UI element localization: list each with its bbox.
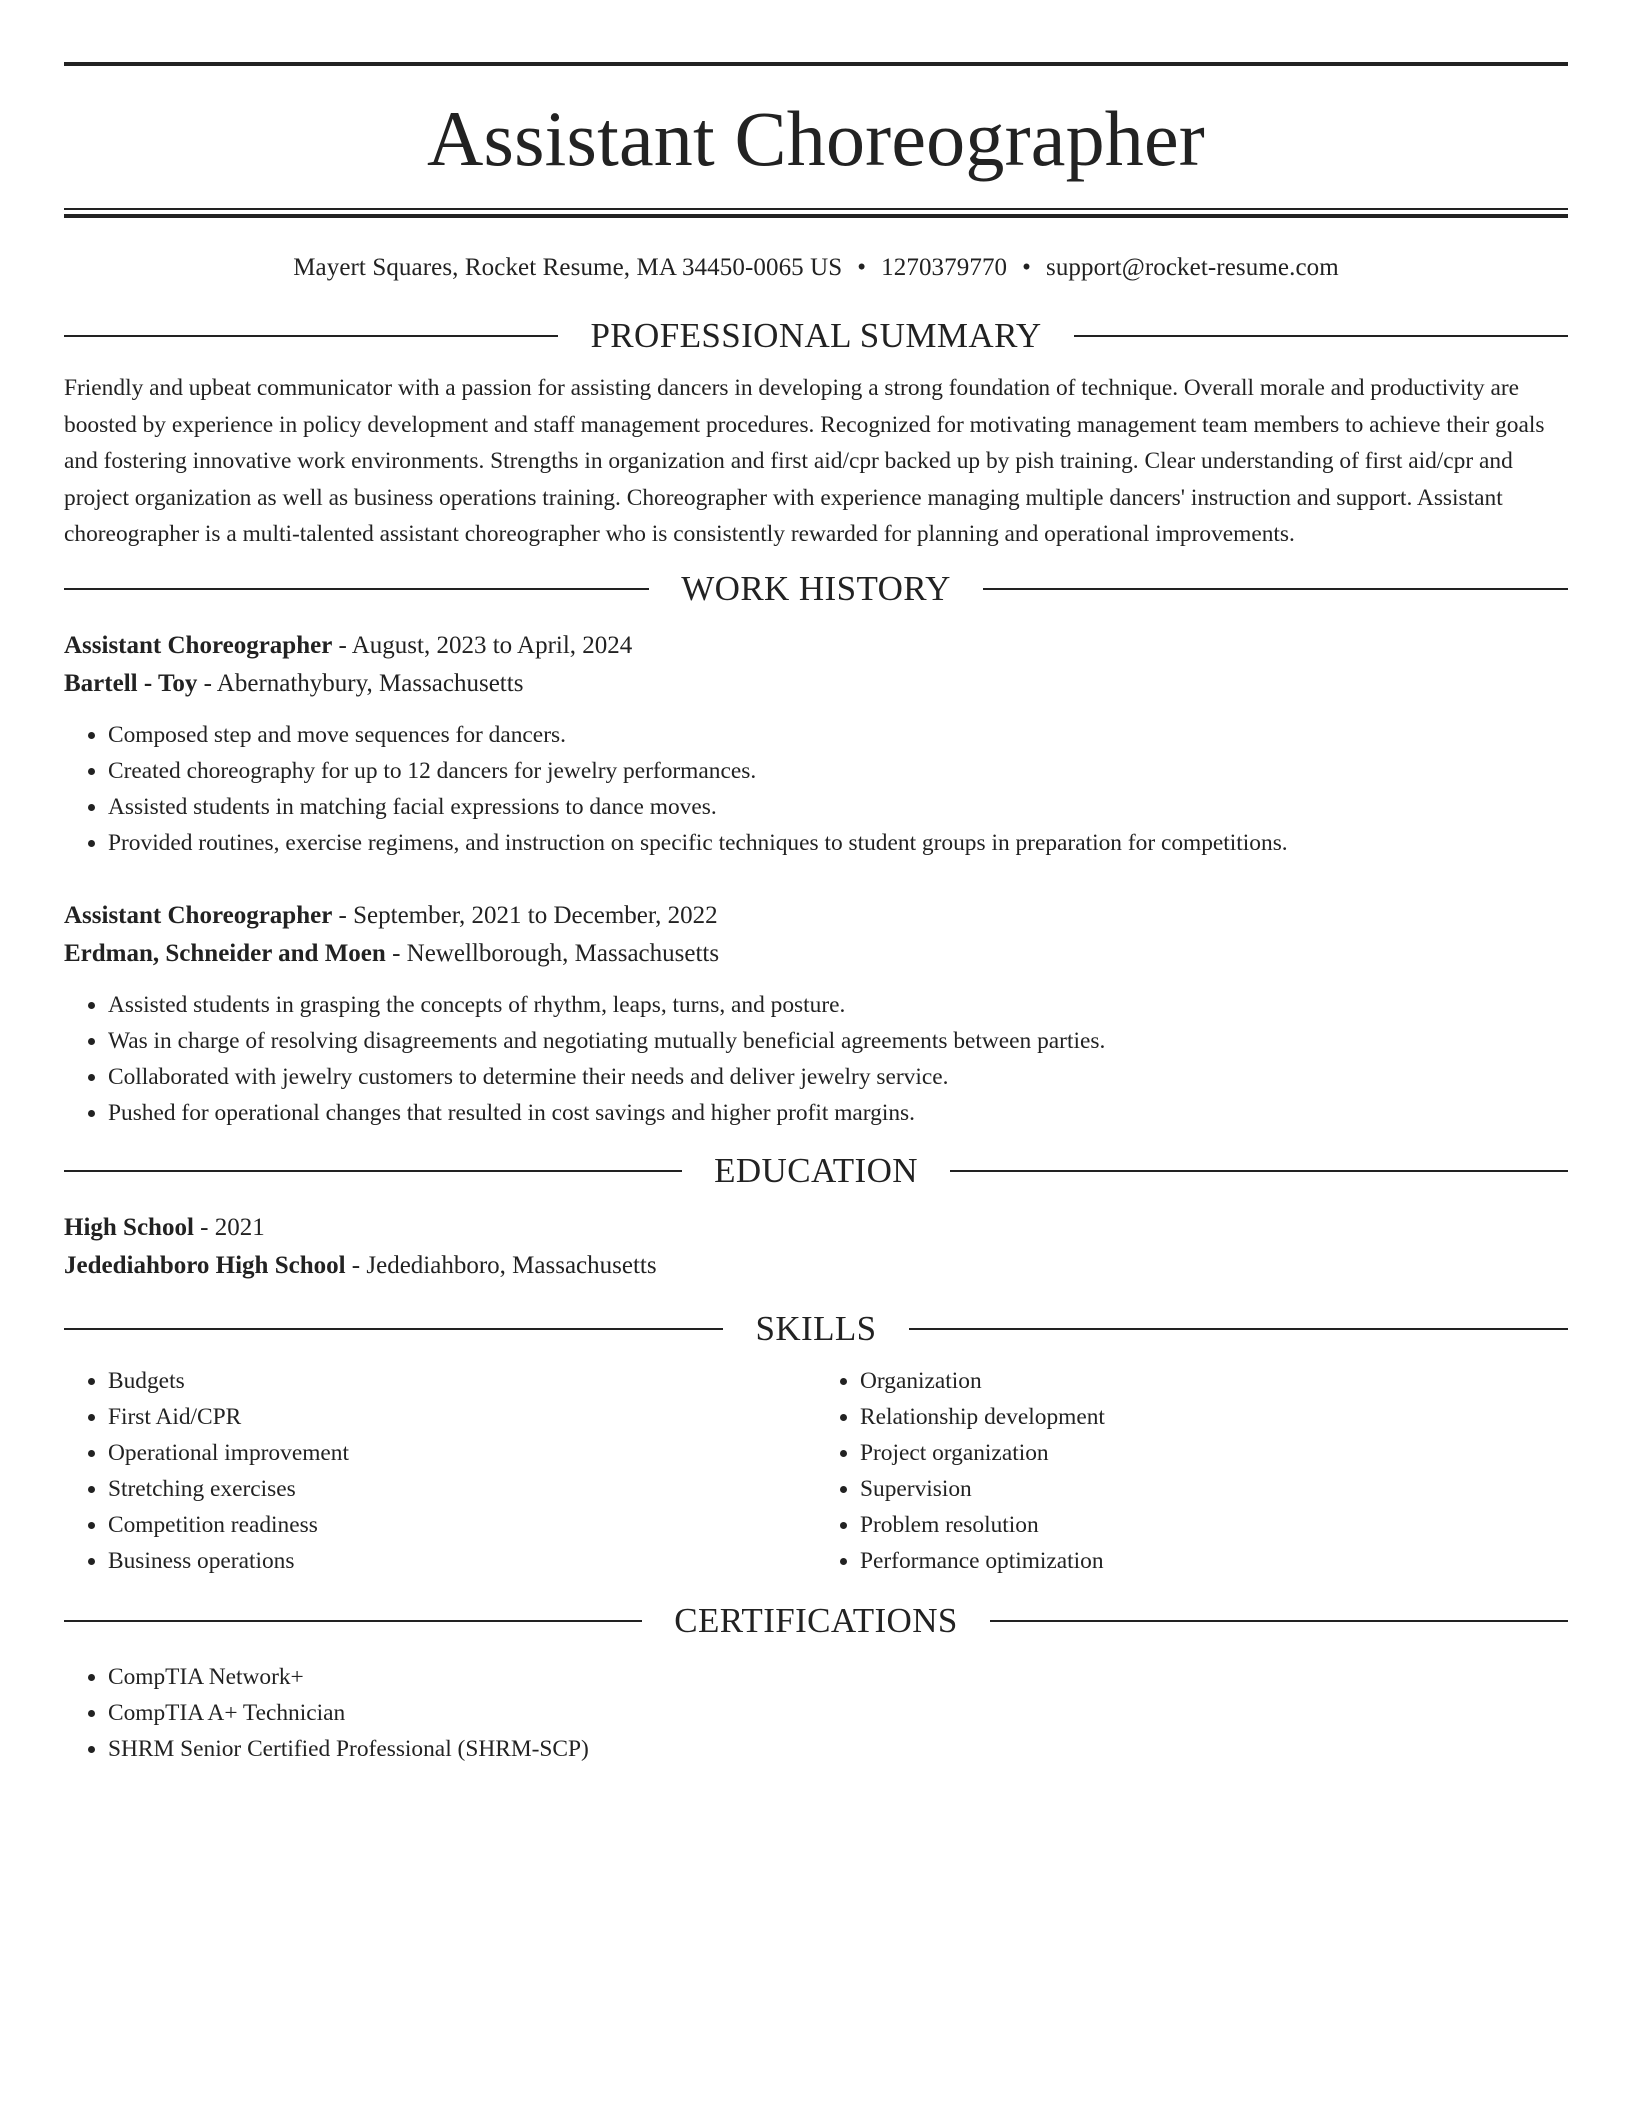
list-item: • Business operations	[108, 1543, 816, 1579]
list-item: • Stretching exercises	[108, 1471, 816, 1507]
contact-separator: •	[857, 254, 867, 281]
education-degree: High School	[64, 1213, 194, 1241]
job-employer: Bartell - Toy	[64, 669, 198, 697]
heading-rule-right	[950, 1170, 1568, 1172]
job-dates: - September, 2021 to December, 2022	[332, 901, 718, 929]
heading-rule-right	[909, 1328, 1568, 1330]
list-item: • Organization	[860, 1363, 1568, 1399]
education-entry	[64, 1209, 1568, 1285]
skills-column-left	[64, 1363, 816, 1579]
header-double-rule	[64, 208, 1568, 218]
heading-rule-left	[64, 1170, 682, 1172]
heading-rule-left	[64, 1620, 642, 1622]
job-title: Assistant Choreographer	[64, 901, 333, 929]
job-duties	[64, 717, 1568, 861]
heading-rule-right	[990, 1620, 1568, 1622]
job-title-line	[64, 897, 1568, 935]
list-item: • CompTIA A+ Technician	[108, 1695, 1568, 1731]
list-item: • First Aid/CPR	[108, 1399, 816, 1435]
list-item: • Budgets	[108, 1363, 816, 1399]
certifications-list	[64, 1659, 1568, 1767]
list-item: • Operational improvement	[108, 1435, 816, 1471]
header-top-rule	[64, 62, 1568, 66]
contact-email: support@rocket-resume.com	[1046, 254, 1339, 281]
contact-separator: •	[1022, 254, 1031, 281]
section-heading-summary	[64, 312, 1568, 360]
skills-column-right	[816, 1363, 1568, 1579]
section-heading-certifications	[64, 1597, 1568, 1645]
list-item: • Collaborated with jewelry customers to determine their needs and deliver jewelry service.	[108, 1059, 1568, 1095]
heading-rule-left	[64, 588, 649, 590]
job-entry	[64, 897, 1568, 1131]
job-dates: - August, 2023 to April, 2024	[332, 631, 633, 659]
job-employer: Erdman, Schneider and Moen	[64, 939, 386, 967]
section-heading-skills	[64, 1305, 1568, 1353]
section-title: CERTIFICATIONS	[674, 1600, 958, 1640]
heading-rule-right	[983, 588, 1568, 590]
list-item: • Composed step and move sequences for dancers.	[108, 717, 1568, 753]
work-history	[64, 627, 1568, 1131]
skills-list	[64, 1363, 1568, 1579]
list-item: • Performance optimization	[860, 1543, 1568, 1579]
education-school-line	[64, 1247, 1568, 1285]
section-title: SKILLS	[755, 1308, 877, 1348]
job-employer-line	[64, 935, 1568, 973]
list-item: • Problem resolution	[860, 1507, 1568, 1543]
contact-address: Mayert Squares, Rocket Resume, MA 34450-0065 US	[293, 254, 843, 281]
job-location: - Abernathybury, Massachusetts	[197, 669, 524, 697]
heading-rule-right	[1074, 335, 1568, 337]
page-title: Assistant Choreographer	[427, 95, 1205, 182]
job-title: Assistant Choreographer	[64, 631, 333, 659]
list-item: • Provided routines, exercise regimens, and instruction on specific techniques to student groups in preparation for competitions.	[108, 825, 1568, 861]
section-title: PROFESSIONAL SUMMARY	[590, 316, 1042, 355]
job-location: - Newellborough, Massachusetts	[385, 939, 720, 967]
list-item: • Relationship development	[860, 1399, 1568, 1435]
list-item: • Created choreography for up to 12 dancers for jewelry performances.	[108, 753, 1568, 789]
education-location: - Jedediahboro, Massachusetts	[345, 1251, 657, 1279]
heading-rule-left	[64, 335, 558, 337]
education-school: Jedediahboro High School	[64, 1251, 346, 1279]
list-item: • Pushed for operational changes that resulted in cost savings and higher profit margins.	[108, 1095, 1568, 1131]
list-item: • SHRM Senior Certified Professional (SHRM-SCP)	[108, 1731, 1568, 1767]
section-heading-education	[64, 1147, 1568, 1195]
education-degree-line	[64, 1209, 1568, 1247]
contact-line	[64, 254, 1568, 282]
job-employer-line	[64, 665, 1568, 703]
education-year: - 2021	[193, 1213, 265, 1241]
job-title-line	[64, 627, 1568, 665]
list-item: • Was in charge of resolving disagreements and negotiating mutually beneficial agreements between parties.	[108, 1023, 1568, 1059]
list-item: • Competition readiness	[108, 1507, 816, 1543]
list-item: • Assisted students in grasping the concepts of rhythm, leaps, turns, and posture.	[108, 987, 1568, 1023]
list-item: • Assisted students in matching facial expressions to dance moves.	[108, 789, 1568, 825]
summary-text: Friendly and upbeat communicator with a passion for assisting dancers in developing a strong foundation of technique. Overall morale and productivity are boosted by experience in policy development and staff management procedures. Recognized for motivating management team members to achieve their goals and fostering innovative work environments. Strengths in organization and first aid/cpr backed up by pish training. Clear understanding of first aid/cpr and project organization as well as business operations training. Choreographer with experience managing multiple dancers' instruction and support. Assistant choreographer is a multi-talented assistant choreographer who is consistently rewarded for planning and operational improvements.	[64, 375, 1545, 547]
section-title: WORK HISTORY	[681, 568, 951, 608]
list-item: • Project organization	[860, 1435, 1568, 1471]
job-duties	[64, 987, 1568, 1131]
section-heading-work-history	[64, 565, 1568, 613]
contact-phone: 1270379770	[881, 254, 1008, 281]
list-item: • CompTIA Network+	[108, 1659, 1568, 1695]
heading-rule-left	[64, 1328, 723, 1330]
job-entry	[64, 627, 1568, 861]
section-title: EDUCATION	[714, 1150, 918, 1190]
list-item: • Supervision	[860, 1471, 1568, 1507]
